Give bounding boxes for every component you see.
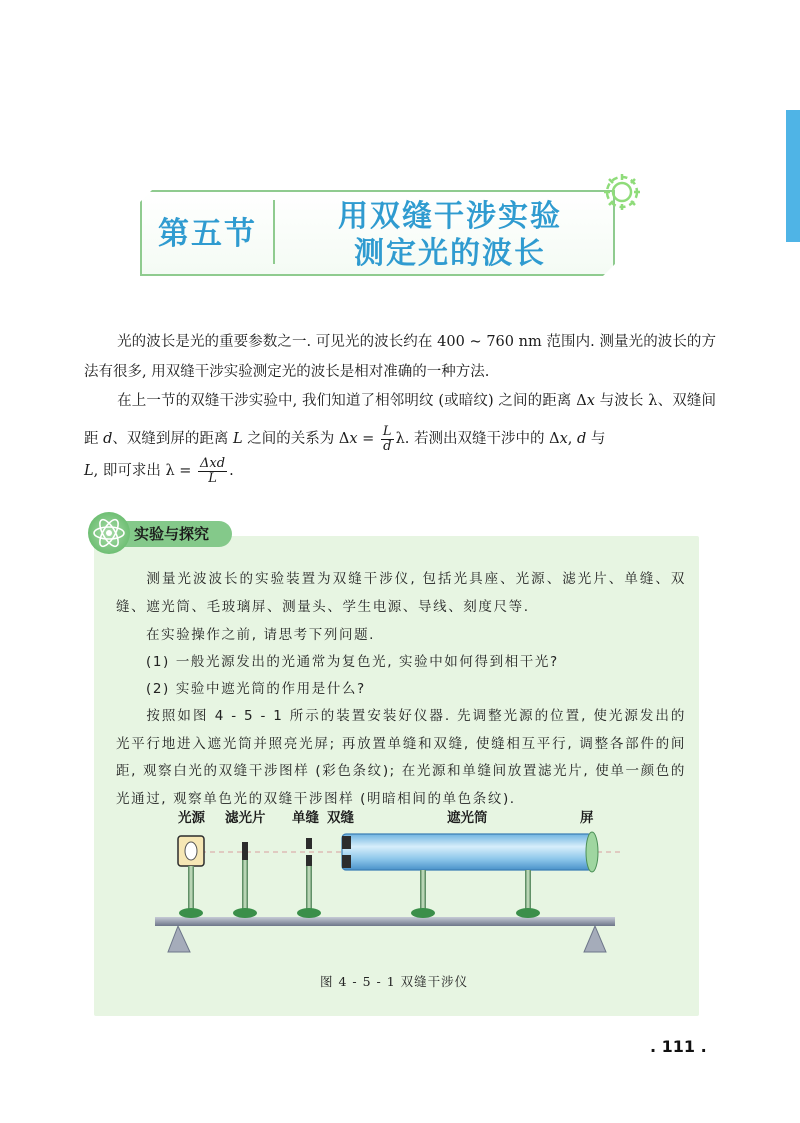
label-single-slit: 单缝 bbox=[292, 810, 319, 826]
page-title bbox=[300, 198, 600, 272]
page-number: . 111 . bbox=[650, 1037, 707, 1056]
label-double-slit: 双缝 bbox=[327, 810, 354, 826]
optical-bench-rail bbox=[155, 917, 615, 926]
side-tab-marker bbox=[786, 110, 800, 242]
fraction-L-over-d: $\frac{L}{d}$ bbox=[382, 423, 392, 454]
experiment-paragraph-3: 按照如图 4 - 5 - 1 所示的装置安装好仪器. 先调整光源的位置, 使光源发出的光平行地进入遮光筒并照亮光屏; 再放置单缝和双缝, 使缝相互平行, 调整各部件的间距, 观察白光的双缝干涉图样 (彩色条纹); 在光源和单缝间放置滤光片, 使单一颜色的光通过, 观察单色光的双缝干涉图样 (明暗相间的单色条纹). bbox=[116, 708, 686, 807]
question-1: (1) 一般光源发出的光通常为复色光, 实验中如何得到相干光? bbox=[146, 654, 559, 670]
label-light-source: 光源 bbox=[178, 810, 205, 826]
gear-icon bbox=[598, 168, 646, 216]
label-screen: 屏 bbox=[580, 810, 594, 826]
intro-paragraph-3: L, 即可求出 λ = $\frac{\text{Δxd}}{L}$ . bbox=[84, 455, 234, 486]
experiment-paragraph-1: 测量光波波长的实验装置为双缝干涉仪, 包括光具座、光源、滤光片、单缝、双缝、遮光筒、毛玻璃屏、测量头、学生电源、导线、刻度尺等. bbox=[116, 571, 686, 615]
experiment-paragraph-2: 在实验操作之前, 请思考下列问题. bbox=[146, 627, 376, 643]
fraction-dxd-over-L: $\frac{\text{Δxd}}{L}$ bbox=[200, 455, 226, 486]
experiment-heading: 实验与探究 bbox=[134, 525, 210, 543]
intro-paragraph-1: 光的波长是光的重要参数之一. 可见光的波长约在 400 ~ 760 nm 范围内. 测量光的波长的方法有很多, 用双缝干涉实验测定光的波长是相对准确的一种方法. bbox=[84, 334, 716, 380]
double-slit-apparatus-figure bbox=[150, 800, 640, 960]
title-line-2: 测定光的波长 bbox=[354, 236, 546, 271]
intro-paragraph-2: 在上一节的双缝干涉实验中, 我们知道了相邻明纹 (或暗纹) 之间的距离 Δx 与波长 λ、双缝间距 d、双缝到屏的距离 L 之间的关系为 Δx = $\frac{L}{d}$ λ. 若测出双缝干涉中的 Δx, d 与 bbox=[84, 393, 716, 454]
question-2: (2) 实验中遮光筒的作用是什么? bbox=[146, 681, 366, 697]
title-line-1: 用双缝干涉实验 bbox=[338, 199, 562, 234]
light-shield-tube bbox=[342, 834, 592, 870]
side-decorative-text bbox=[774, 240, 782, 400]
atom-icon bbox=[88, 512, 130, 554]
title-separator bbox=[273, 200, 275, 264]
figure-caption: 图 4 - 5 - 1 双缝干涉仪 bbox=[320, 974, 469, 989]
label-filter: 滤光片 bbox=[225, 810, 266, 826]
section-label: 第五节 bbox=[158, 216, 257, 252]
label-tube: 遮光筒 bbox=[447, 810, 488, 826]
screen-ring bbox=[586, 832, 598, 872]
